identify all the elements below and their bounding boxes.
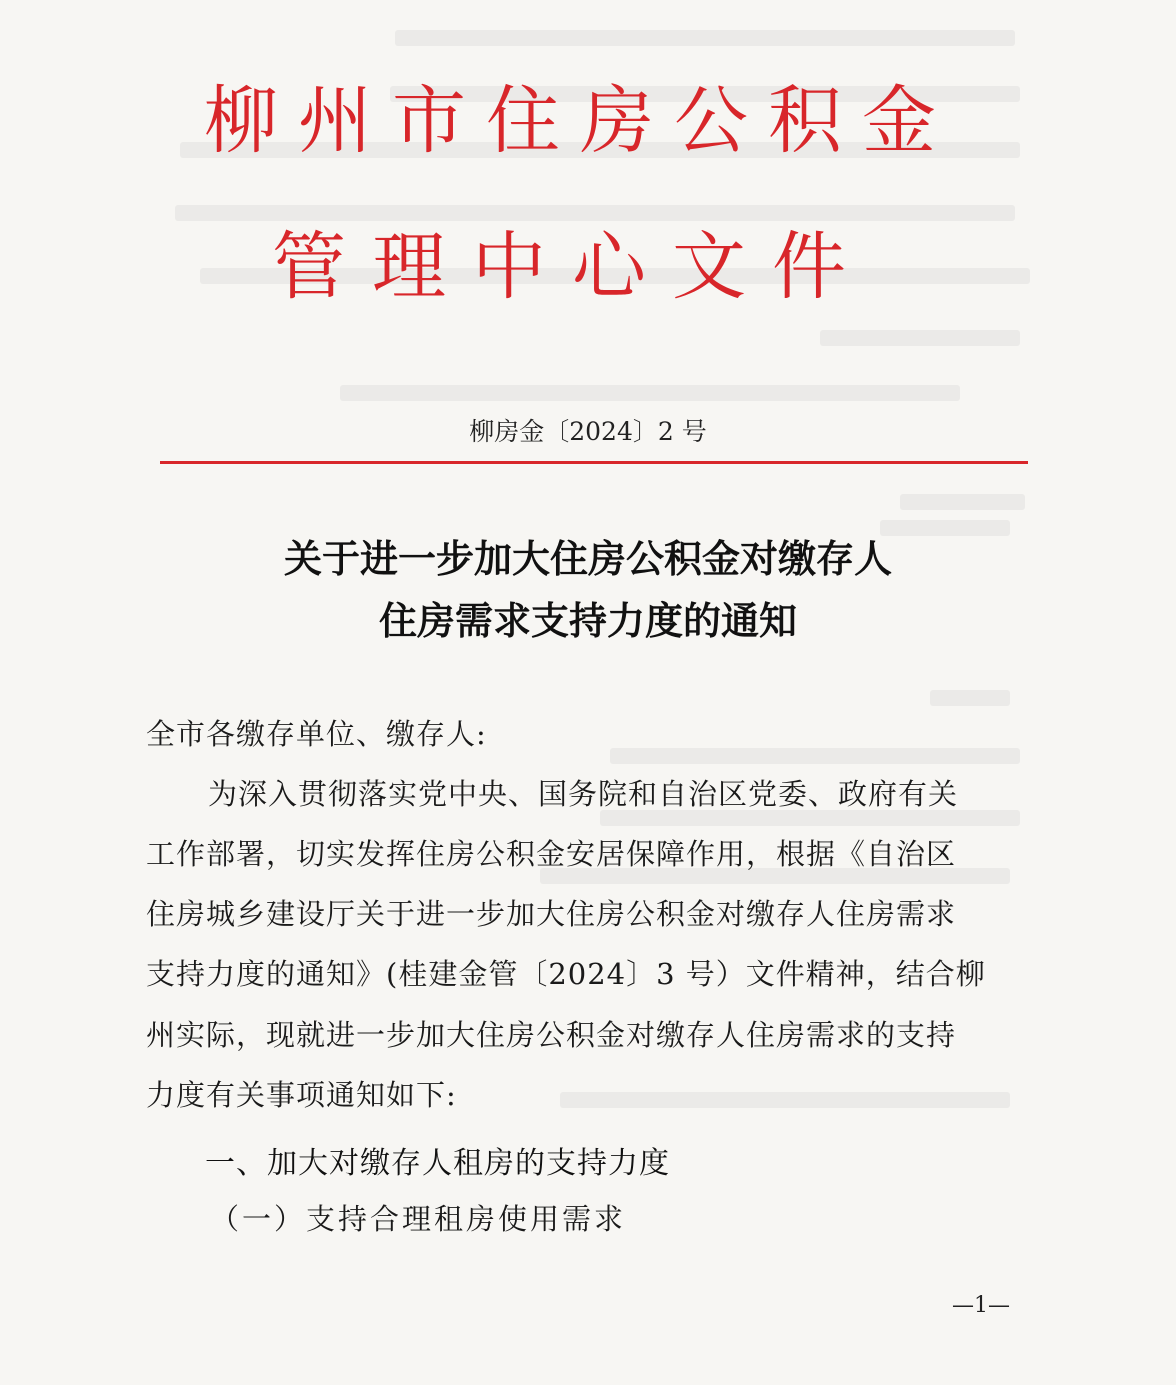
subsection-heading: （一）支持合理租房使用需求 [210, 1202, 627, 1236]
show-through-mark [175, 205, 1015, 221]
show-through-mark [820, 330, 1020, 346]
issuer-header-line-2: 管理中心文件 [272, 224, 872, 310]
body-line: 住房城乡建设厅关于进一步加大住房公积金对缴存人住房需求 [146, 897, 957, 931]
body-line: 支持力度的通知》(桂建金管〔2024〕3 号）文件精神，结合柳 [146, 957, 986, 991]
body-line: 力度有关事项通知如下: [146, 1078, 457, 1112]
body-line: 为深入贯彻落实党中央、国务院和自治区党委、政府有关 [208, 777, 959, 811]
notice-title-line-1: 关于进一步加大住房公积金对缴存人 [283, 536, 892, 581]
issuer-header-line-1: 柳州市住房公积金 [204, 78, 956, 164]
page-number: —1— [952, 1293, 1010, 1318]
show-through-mark [900, 494, 1025, 510]
notice-title-line-2: 住房需求支持力度的通知 [378, 598, 797, 643]
show-through-mark [930, 690, 1010, 706]
show-through-mark [610, 748, 1020, 764]
body-line: 工作部署，切实发挥住房公积金安居保障作用，根据《自治区 [146, 837, 957, 871]
show-through-mark [340, 385, 960, 401]
show-through-mark [560, 1092, 1010, 1108]
section-heading: 一、加大对缴存人租房的支持力度 [205, 1146, 670, 1181]
document-number: 柳房金〔2024〕2 号 [469, 417, 707, 446]
salutation: 全市各缴存单位、缴存人: [146, 717, 487, 751]
body-line: 州实际，现就进一步加大住房公积金对缴存人住房需求的支持 [146, 1018, 957, 1052]
show-through-mark [395, 30, 1015, 46]
red-divider-rule [160, 461, 1028, 464]
